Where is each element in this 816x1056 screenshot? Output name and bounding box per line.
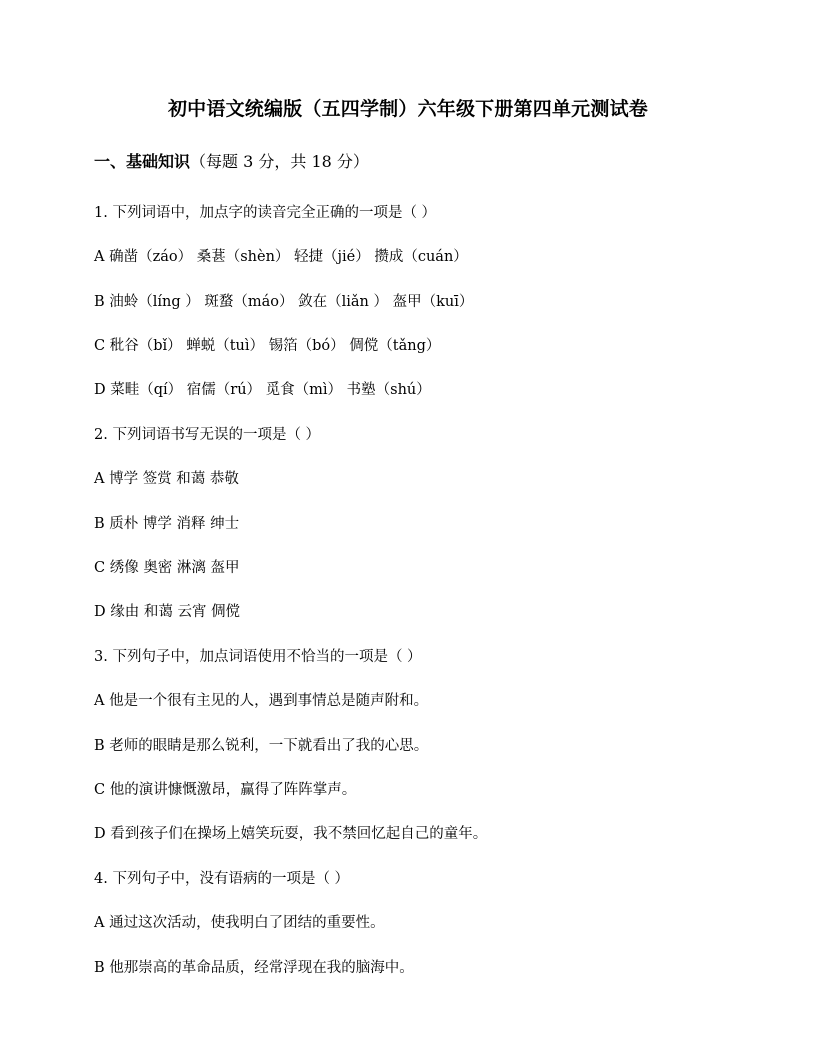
question-2-option-c: C 绣像 奥密 淋漓 盔甲 — [94, 560, 240, 576]
question-3-option-b: B 老师的眼睛是那么锐利，一下就看出了我的心思。 — [94, 738, 429, 754]
question-2-option-a: A 博学 签赏 和蔼 恭敬 — [94, 471, 239, 487]
question-2-option-d: D 缘由 和蔼 云宵 倜傥 — [94, 604, 241, 620]
document-title: 初中语文统编版（五四学制）六年级下册第四单元测试卷 — [167, 98, 648, 120]
question-1-option-a: A 确凿（záo） 桑葚（shèn） 轻捷（jié） 攒成（cuán） — [94, 249, 468, 265]
question-4-option-b: B 他那崇高的革命品质，经常浮现在我的脑海中。 — [94, 960, 414, 976]
section-heading — [94, 149, 369, 172]
question-4-option-a: A 通过这次活动，使我明白了团结的重要性。 — [94, 915, 385, 931]
question-1-option-d: D 菜畦（qí） 宿儒（rú） 觅食（mì） 书塾（shú） — [94, 382, 431, 398]
question-1-option-b: B 油蛉（líng ） 斑蝥（máo） 敛在（liǎn ） 盔甲（kuī） — [94, 294, 474, 310]
section-heading-label: 一、基础知识 — [94, 152, 191, 171]
question-1-stem: 1. 下列词语中，加点字的读音完全正确的一项是（ ） — [94, 205, 437, 221]
question-4-stem: 4. 下列句子中，没有语病的一项是（ ） — [94, 871, 350, 887]
question-3-option-c: C 他的演讲慷慨激昂，赢得了阵阵掌声。 — [94, 782, 357, 798]
question-3-stem: 3. 下列句子中，加点词语使用不恰当的一项是（ ） — [94, 649, 422, 665]
question-3-option-d: D 看到孩子们在操场上嬉笑玩耍，我不禁回忆起自己的童年。 — [94, 826, 488, 842]
section-score-note: （每题 3 分，共 18 分） — [190, 152, 369, 171]
question-3-option-a: A 他是一个很有主见的人，遇到事情总是随声附和。 — [94, 693, 429, 709]
question-1-option-c: C 秕谷（bǐ） 蝉蜕（tuì） 锡箔（bó） 倜傥（tǎng） — [94, 338, 441, 354]
question-2-stem: 2. 下列词语书写无误的一项是（ ） — [94, 427, 321, 443]
question-2-option-b: B 质朴 博学 消释 绅士 — [94, 516, 240, 532]
